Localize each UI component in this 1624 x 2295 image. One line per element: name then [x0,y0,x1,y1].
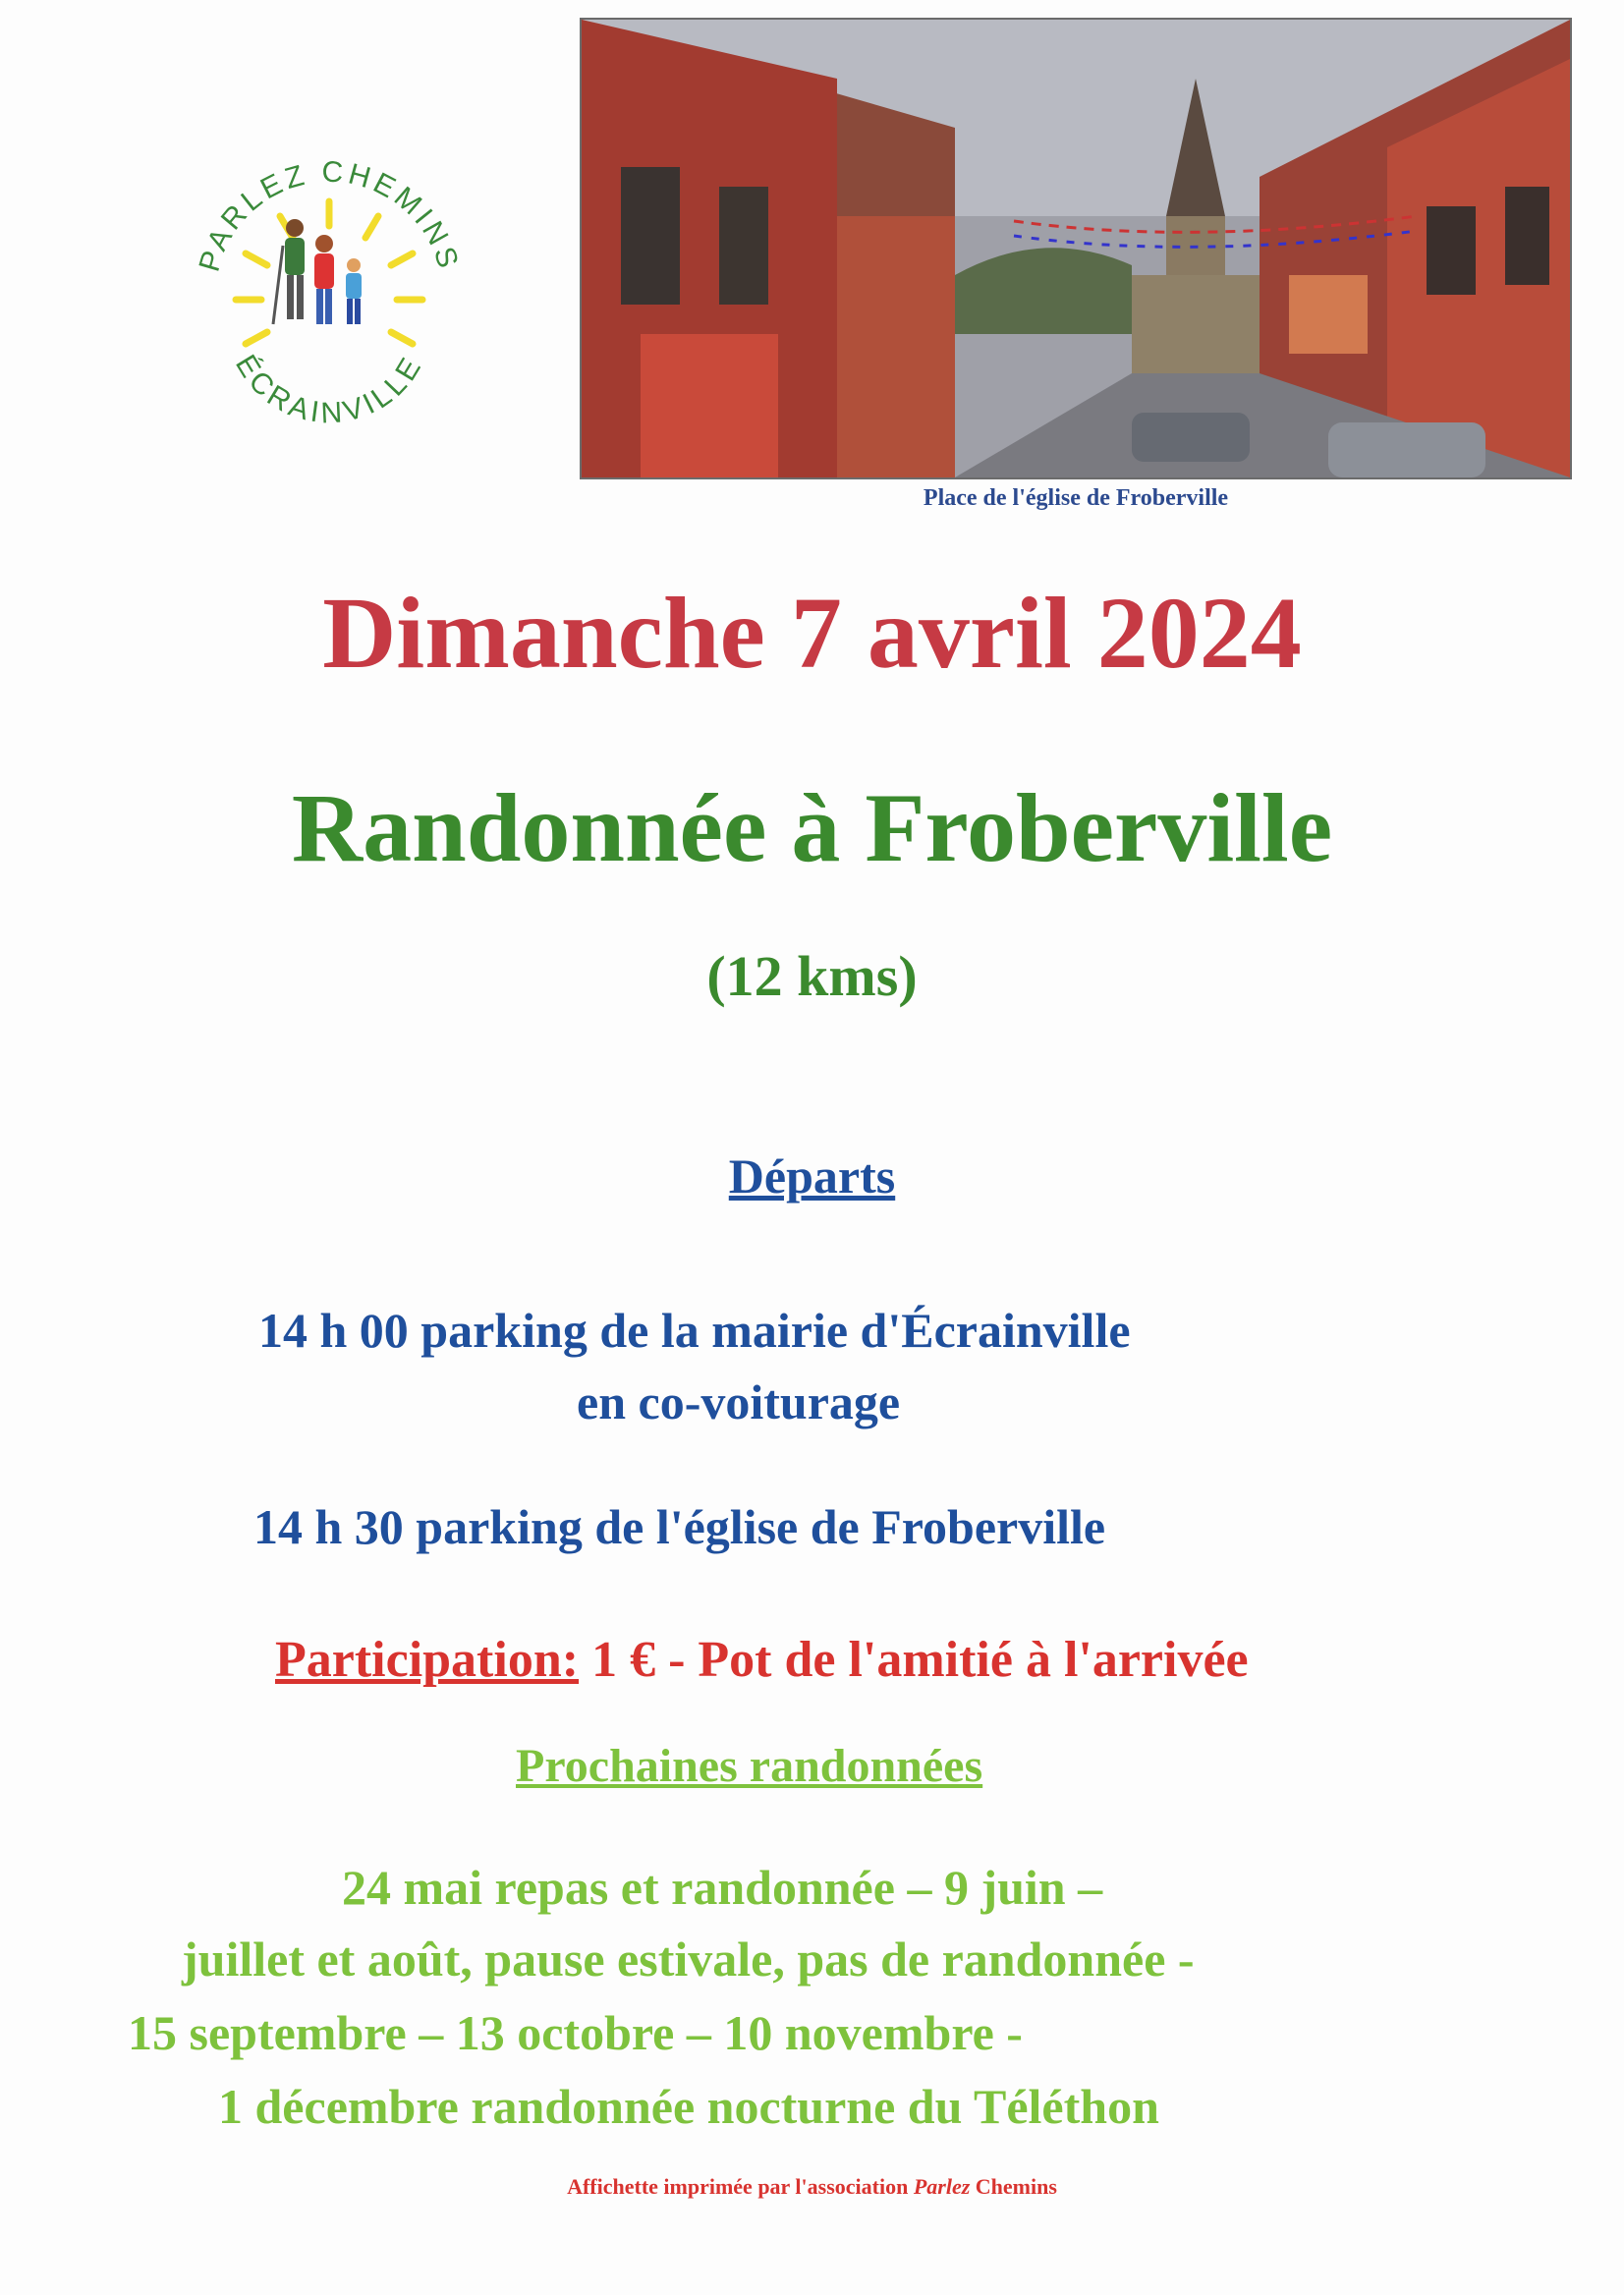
svg-text:ÉCRAINVILLE [229,350,429,430]
departure-line-1: 14 h 00 parking de la mairie d'Écrainville [258,1303,1131,1358]
departure-line-1-carpool: en co-voiturage [577,1374,901,1429]
footer-prefix: Affichette imprimée par l'association [567,2174,914,2199]
next-walks-heading: Prochaines randonnées [516,1740,983,1792]
photo-caption: Place de l'église de Froberville [923,485,1229,511]
footer-suffix: Chemins [970,2174,1057,2199]
event-date-title: Dimanche 7 avril 2024 [322,577,1302,690]
church-square-photo [580,18,1572,479]
participation-label: Participation: [275,1632,580,1688]
next-walks-line-2: juillet et août, pause estivale, pas de randonnée - [182,1931,1195,1987]
next-walks-line-1: 24 mai repas et randonnée – 9 juin – [342,1860,1103,1915]
departs-heading: Départs [728,1148,896,1203]
logo-text-bottom: ÉCRAINVILLE [229,349,429,430]
association-logo [177,147,481,442]
departure-line-2: 14 h 30 parking de l'église de Froberville [253,1499,1106,1554]
street-photo-illustration [582,20,1570,477]
next-walks-line-3: 15 septembre – 13 octobre – 10 novembre - [128,2005,1023,2060]
distance-label: (12 kms) [706,944,918,1008]
logo-text-top: PARLEZ CHEMINS [193,155,466,276]
next-walks-line-4: 1 décembre randonnée nocturne du Téléthon [218,2079,1159,2134]
participation-line [275,1631,1249,1689]
event-name-title: Randonnée à Froberville [291,773,1333,882]
participation-text: 1 € - Pot de l'amitié à l'arrivée [579,1632,1249,1688]
footer-italic: Parlez [913,2174,971,2199]
hikers-sun-icon [177,147,481,442]
footer-credit [0,2174,1624,2200]
